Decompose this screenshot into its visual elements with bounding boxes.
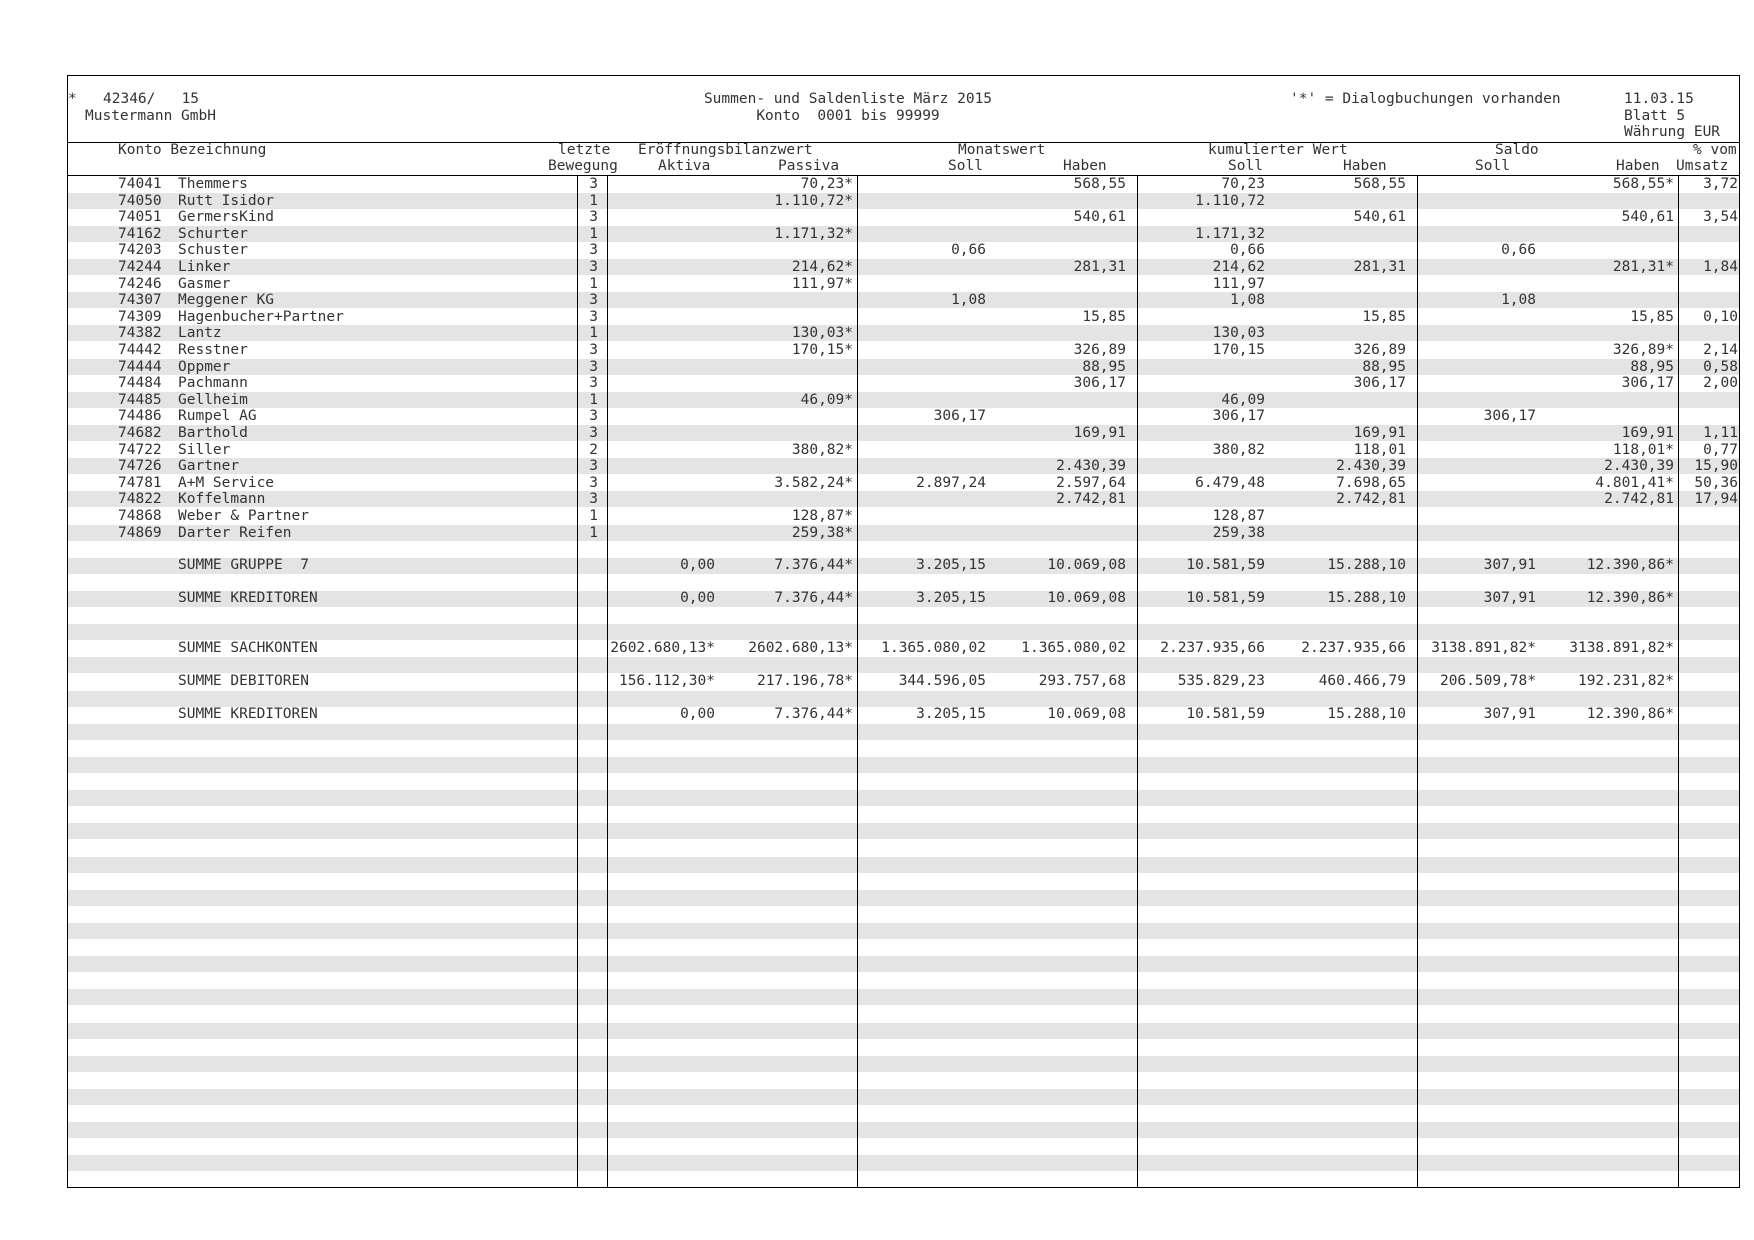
account-name: Gartner xyxy=(178,458,240,475)
value-m-haben: 540,61 xyxy=(1073,209,1126,226)
summary-m-haben: 10.069,08 xyxy=(1047,706,1126,723)
summary-passiva: 2602.680,13* xyxy=(748,639,853,656)
account-number: 74682 xyxy=(118,425,162,441)
value-passiva: 380,82* xyxy=(791,441,853,458)
summary-s-haben: 12.390,86* xyxy=(1586,706,1674,723)
account-name: Themmers xyxy=(178,176,248,192)
value-k-soll: 6.479,48 xyxy=(1195,474,1265,491)
movement-code: 3 xyxy=(589,458,598,475)
value-m-soll: 306,17 xyxy=(933,408,986,425)
value-s-haben: 568,55* xyxy=(1612,176,1674,192)
value-k-soll: 214,62 xyxy=(1212,259,1265,275)
summary-row xyxy=(68,557,1739,574)
movement-code: 3 xyxy=(589,242,598,259)
summary-s-soll: 206.509,78* xyxy=(1439,673,1536,689)
movement-code: 3 xyxy=(589,491,598,508)
value-m-haben: 281,31 xyxy=(1073,259,1126,275)
value-passiva: 70,23* xyxy=(800,176,853,192)
value-k-haben: 2.742,81 xyxy=(1336,491,1406,508)
value-passiva: 46,09* xyxy=(800,391,853,408)
account-number: 74486 xyxy=(118,408,162,425)
value-s-haben: 281,31* xyxy=(1612,259,1674,275)
value-m-haben: 2.742,81 xyxy=(1056,491,1126,508)
value-m-haben: 568,55 xyxy=(1073,176,1126,192)
account-number: 74822 xyxy=(118,491,162,508)
value-passiva: 259,38* xyxy=(791,524,853,541)
summary-m-soll: 3.205,15 xyxy=(916,556,986,573)
value-k-haben: 306,17 xyxy=(1353,375,1406,392)
report-date: 11.03.15 xyxy=(1624,91,1694,107)
value-k-haben: 118,01 xyxy=(1353,441,1406,458)
value-k-soll: 1.171,32 xyxy=(1195,225,1265,242)
summary-k-haben: 2.237.935,66 xyxy=(1301,639,1406,656)
summary-s-soll: 307,91 xyxy=(1483,556,1536,573)
account-name: Linker xyxy=(178,259,231,275)
account-number: 74051 xyxy=(118,209,162,226)
account-number: 74781 xyxy=(118,474,162,491)
page-number: Blatt 5 xyxy=(1624,108,1686,124)
summary-row xyxy=(68,590,1739,607)
account-number: 74309 xyxy=(118,308,162,325)
movement-code: 3 xyxy=(589,209,598,226)
summary-passiva: 7.376,44* xyxy=(774,706,853,723)
value-s-haben: 88,95 xyxy=(1630,358,1674,375)
account-name: Schuster xyxy=(178,242,248,259)
col-konto-bezeichnung: Konto Bezeichnung xyxy=(118,142,267,158)
movement-code: 3 xyxy=(589,358,598,375)
report-sheet xyxy=(67,75,1740,1188)
col-kumulierter-wert: kumulierter Wert xyxy=(1208,142,1348,158)
movement-code: 3 xyxy=(589,342,598,358)
report-title: Summen- und Saldenliste März 2015 xyxy=(703,91,993,107)
account-name: Meggener KG xyxy=(178,292,275,309)
col-saldo: Saldo xyxy=(1495,142,1539,158)
summary-k-soll: 10.581,59 xyxy=(1186,556,1265,573)
movement-code: 3 xyxy=(589,176,598,192)
summary-rows xyxy=(68,76,1739,1187)
value-k-haben: 7.698,65 xyxy=(1336,474,1406,491)
movement-code: 3 xyxy=(589,375,598,392)
account-number: 74246 xyxy=(118,275,162,292)
account-number: 74868 xyxy=(118,508,162,524)
value-k-haben: 2.430,39 xyxy=(1336,458,1406,475)
value-k-soll: 128,87 xyxy=(1212,508,1265,524)
account-number: 74485 xyxy=(118,391,162,408)
value-k-soll: 1.110,72 xyxy=(1195,192,1265,209)
account-number: 74726 xyxy=(118,458,162,475)
value-passiva: 170,15* xyxy=(791,342,853,358)
value-k-soll: 130,03 xyxy=(1212,325,1265,342)
summary-label: SUMME KREDITOREN xyxy=(178,590,318,606)
value-s-haben: 4.801,41* xyxy=(1595,474,1674,491)
summary-m-soll: 3.205,15 xyxy=(916,706,986,723)
value-s-soll: 0,66 xyxy=(1501,242,1536,259)
account-name: Pachmann xyxy=(178,375,248,392)
value-k-haben: 281,31 xyxy=(1353,259,1406,275)
summary-passiva: 217.196,78* xyxy=(756,673,853,689)
movement-code: 2 xyxy=(589,441,598,458)
col-saldo-soll: Soll xyxy=(1475,158,1510,174)
summary-k-haben: 15.288,10 xyxy=(1327,590,1406,606)
movement-code: 3 xyxy=(589,308,598,325)
col-monat-soll: Soll xyxy=(948,158,983,174)
value-pct: 3,72 xyxy=(1703,176,1738,192)
account-name: Lantz xyxy=(178,325,222,342)
value-k-soll: 306,17 xyxy=(1212,408,1265,425)
account-name: GermersKind xyxy=(178,209,275,226)
value-pct: 1,84 xyxy=(1703,259,1738,275)
value-k-haben: 15,85 xyxy=(1362,308,1406,325)
account-number: 74162 xyxy=(118,225,162,242)
account-number: 74382 xyxy=(118,325,162,342)
account-name: Gellheim xyxy=(178,391,248,408)
value-s-haben: 540,61 xyxy=(1621,209,1674,226)
summary-m-haben: 1.365.080,02 xyxy=(1021,639,1126,656)
dialog-legend: '*' = Dialogbuchungen vorhanden xyxy=(1290,91,1561,107)
company-name: Mustermann GmbH xyxy=(85,108,216,124)
value-k-haben: 88,95 xyxy=(1362,358,1406,375)
client-number: 42346/ 15 xyxy=(103,91,200,107)
account-name: Gasmer xyxy=(178,275,231,292)
account-name: Rumpel AG xyxy=(178,408,257,425)
col-saldo-haben: Haben xyxy=(1616,158,1660,174)
account-number: 74041 xyxy=(118,176,162,192)
value-k-haben: 326,89 xyxy=(1353,342,1406,358)
movement-code: 1 xyxy=(589,192,598,209)
account-name: Weber & Partner xyxy=(178,508,309,524)
summary-label: SUMME DEBITOREN xyxy=(178,673,309,689)
account-name: A+M Service xyxy=(178,474,275,491)
col-kum-haben: Haben xyxy=(1343,158,1387,174)
value-s-haben: 2.430,39 xyxy=(1604,458,1674,475)
movement-code: 1 xyxy=(589,325,598,342)
account-number: 74050 xyxy=(118,192,162,209)
summary-k-soll: 535.829,23 xyxy=(1177,673,1265,689)
summary-passiva: 7.376,44* xyxy=(774,590,853,606)
account-number: 74722 xyxy=(118,441,162,458)
account-range: Konto 0001 bis 99999 xyxy=(756,108,940,124)
col-bewegung: Bewegung xyxy=(548,158,618,174)
value-k-soll: 46,09 xyxy=(1221,391,1265,408)
summary-k-haben: 460.466,79 xyxy=(1318,673,1406,689)
summary-row xyxy=(68,673,1739,690)
summary-aktiva: 0,00 xyxy=(680,590,715,606)
account-name: Resstner xyxy=(178,342,248,358)
account-name: Schurter xyxy=(178,225,248,242)
value-passiva: 128,87* xyxy=(791,508,853,524)
value-k-soll: 259,38 xyxy=(1212,524,1265,541)
summary-aktiva: 156.112,30* xyxy=(618,673,715,689)
value-passiva: 1.171,32* xyxy=(774,225,853,242)
value-pct: 0,77 xyxy=(1703,441,1738,458)
summary-k-soll: 10.581,59 xyxy=(1186,706,1265,723)
movement-code: 3 xyxy=(589,292,598,309)
account-name: Darter Reifen xyxy=(178,524,292,541)
value-pct: 17,94 xyxy=(1694,491,1738,508)
value-m-haben: 2.430,39 xyxy=(1056,458,1126,475)
summary-label: SUMME KREDITOREN xyxy=(178,706,318,723)
value-s-haben: 2.742,81 xyxy=(1604,491,1674,508)
col-aktiva: Aktiva xyxy=(658,158,711,174)
value-passiva: 130,03* xyxy=(791,325,853,342)
value-pct: 2,14 xyxy=(1703,342,1738,358)
summary-row xyxy=(68,706,1739,723)
value-m-haben: 88,95 xyxy=(1082,358,1126,375)
value-pct: 0,58 xyxy=(1703,358,1738,375)
summary-label: SUMME SACHKONTEN xyxy=(178,639,318,656)
value-s-haben: 306,17 xyxy=(1621,375,1674,392)
value-k-haben: 568,55 xyxy=(1353,176,1406,192)
col-passiva: Passiva xyxy=(778,158,840,174)
value-k-soll: 0,66 xyxy=(1230,242,1265,259)
summary-k-soll: 2.237.935,66 xyxy=(1160,639,1265,656)
summary-m-soll: 1.365.080,02 xyxy=(881,639,986,656)
movement-code: 1 xyxy=(589,508,598,524)
account-name: Koffelmann xyxy=(178,491,266,508)
summary-m-haben: 293.757,68 xyxy=(1038,673,1126,689)
value-pct: 2,00 xyxy=(1703,375,1738,392)
summary-s-haben: 12.390,86* xyxy=(1586,590,1674,606)
account-name: Oppmer xyxy=(178,358,231,375)
summary-s-haben: 3138.891,82* xyxy=(1569,639,1674,656)
summary-k-haben: 15.288,10 xyxy=(1327,556,1406,573)
account-number: 74203 xyxy=(118,242,162,259)
account-number: 74444 xyxy=(118,358,162,375)
movement-code: 3 xyxy=(589,259,598,275)
value-m-soll: 2.897,24 xyxy=(916,474,986,491)
value-m-haben: 326,89 xyxy=(1073,342,1126,358)
summary-k-haben: 15.288,10 xyxy=(1327,706,1406,723)
star-marker: * xyxy=(68,91,77,107)
value-s-haben: 169,91 xyxy=(1621,425,1674,441)
value-passiva: 3.582,24* xyxy=(774,474,853,491)
summary-aktiva: 2602.680,13* xyxy=(610,639,715,656)
summary-m-haben: 10.069,08 xyxy=(1047,556,1126,573)
col-monatswert: Monatswert xyxy=(958,142,1046,158)
value-pct: 0,10 xyxy=(1703,308,1738,325)
summary-passiva: 7.376,44* xyxy=(774,556,853,573)
summary-row xyxy=(68,640,1739,657)
value-m-haben: 306,17 xyxy=(1073,375,1126,392)
movement-code: 1 xyxy=(589,225,598,242)
col-monat-haben: Haben xyxy=(1063,158,1107,174)
col-umsatz: Umsatz xyxy=(1676,158,1729,174)
summary-aktiva: 0,00 xyxy=(680,706,715,723)
summary-m-soll: 344.596,05 xyxy=(898,673,986,689)
col-letzte: letzte xyxy=(558,142,611,158)
col-pct-vom: % vom xyxy=(1693,142,1737,158)
movement-code: 3 xyxy=(589,408,598,425)
account-number: 74244 xyxy=(118,259,162,275)
value-k-soll: 111,97 xyxy=(1212,275,1265,292)
account-name: Siller xyxy=(178,441,231,458)
summary-s-soll: 3138.891,82* xyxy=(1431,639,1536,656)
summary-aktiva: 0,00 xyxy=(680,556,715,573)
movement-code: 3 xyxy=(589,425,598,441)
value-k-soll: 1,08 xyxy=(1230,292,1265,309)
summary-m-haben: 10.069,08 xyxy=(1047,590,1126,606)
account-number: 74307 xyxy=(118,292,162,309)
value-s-soll: 1,08 xyxy=(1501,292,1536,309)
value-passiva: 111,97* xyxy=(791,275,853,292)
value-s-haben: 15,85 xyxy=(1630,308,1674,325)
summary-k-soll: 10.581,59 xyxy=(1186,590,1265,606)
value-m-haben: 15,85 xyxy=(1082,308,1126,325)
value-pct: 15,90 xyxy=(1694,458,1738,475)
value-k-soll: 170,15 xyxy=(1212,342,1265,358)
value-pct: 3,54 xyxy=(1703,209,1738,226)
account-name: Rutt Isidor xyxy=(178,192,275,209)
value-m-soll: 1,08 xyxy=(951,292,986,309)
col-kum-soll: Soll xyxy=(1228,158,1263,174)
value-m-soll: 0,66 xyxy=(951,242,986,259)
movement-code: 1 xyxy=(589,275,598,292)
movement-code: 3 xyxy=(589,474,598,491)
movement-code: 1 xyxy=(589,524,598,541)
summary-s-haben: 192.231,82* xyxy=(1577,673,1674,689)
value-k-soll: 380,82 xyxy=(1212,441,1265,458)
account-name: Hagenbucher+Partner xyxy=(178,308,344,325)
account-number: 74869 xyxy=(118,524,162,541)
summary-label: SUMME GRUPPE 7 xyxy=(178,556,309,573)
account-number: 74442 xyxy=(118,342,162,358)
col-eroeffnungsbilanzwert: Eröffnungsbilanzwert xyxy=(638,142,813,158)
account-name: Barthold xyxy=(178,425,248,441)
value-passiva: 214,62* xyxy=(791,259,853,275)
value-k-haben: 169,91 xyxy=(1353,425,1406,441)
value-s-haben: 326,89* xyxy=(1612,342,1674,358)
value-m-haben: 169,91 xyxy=(1073,425,1126,441)
value-s-haben: 118,01* xyxy=(1612,441,1674,458)
value-m-haben: 2.597,64 xyxy=(1056,474,1126,491)
value-pct: 1,11 xyxy=(1703,425,1738,441)
value-pct: 50,36 xyxy=(1694,474,1738,491)
account-number: 74484 xyxy=(118,375,162,392)
movement-code: 1 xyxy=(589,391,598,408)
value-s-soll: 306,17 xyxy=(1483,408,1536,425)
value-k-haben: 540,61 xyxy=(1353,209,1406,226)
summary-s-soll: 307,91 xyxy=(1483,590,1536,606)
summary-m-soll: 3.205,15 xyxy=(916,590,986,606)
currency-label: Währung EUR xyxy=(1624,124,1721,140)
summary-s-haben: 12.390,86* xyxy=(1586,556,1674,573)
value-passiva: 1.110,72* xyxy=(774,192,853,209)
value-k-soll: 70,23 xyxy=(1221,176,1265,192)
summary-s-soll: 307,91 xyxy=(1483,706,1536,723)
